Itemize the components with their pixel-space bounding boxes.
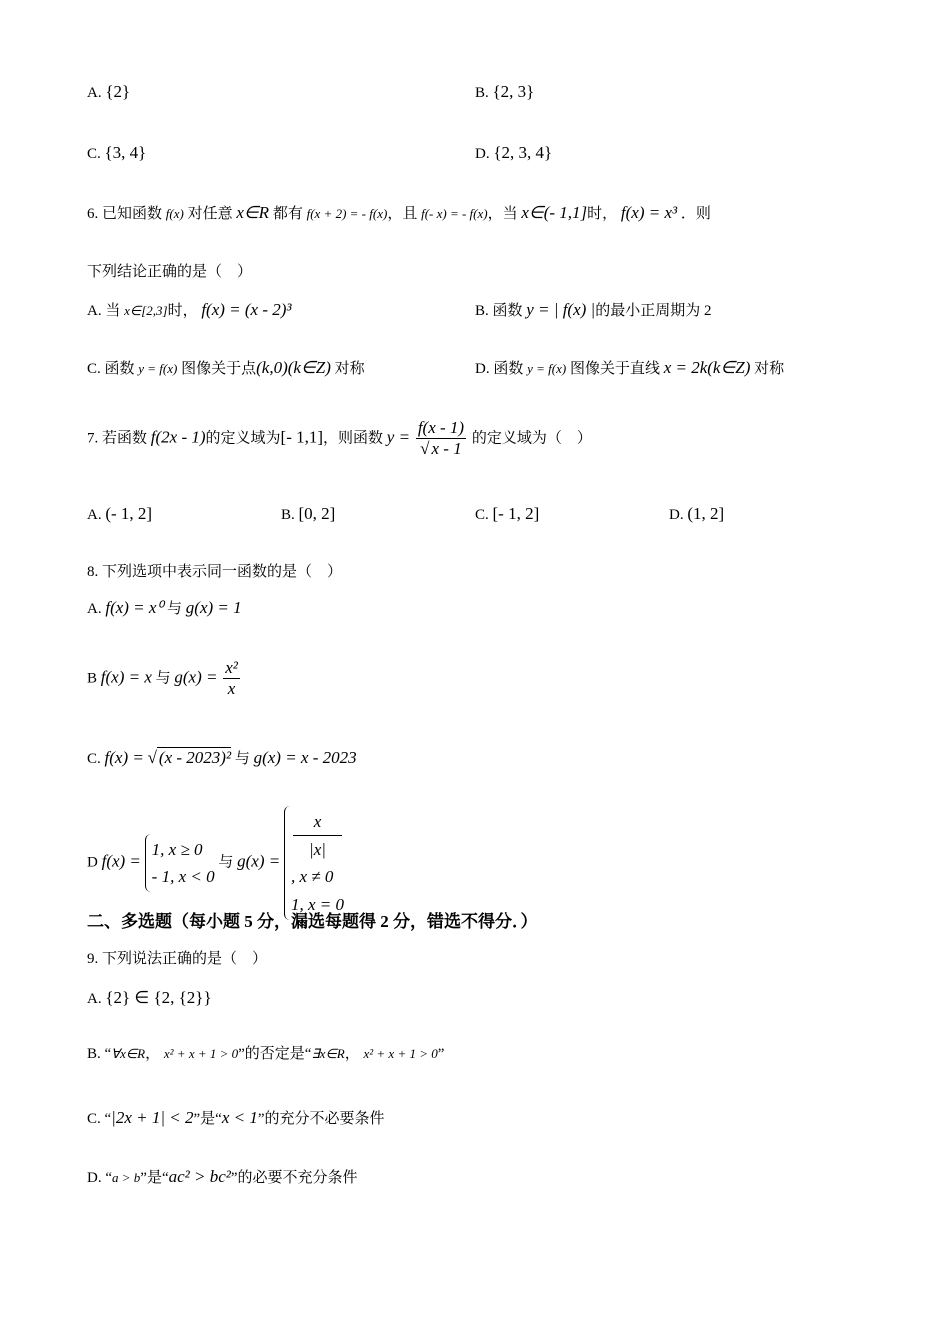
section-multi-choice-heading: 二、多选题（每小题 5 分，漏选每题得 2 分，错选不得分．） [87, 912, 538, 931]
q5-option-c-expr: {3, 4} [104, 143, 147, 162]
q8-b-fraction: $\frac{\text{x²}}{x}$ [225, 658, 238, 699]
q8-option-a[interactable]: A. f(x) = x⁰ 与 g(x) = 1 [87, 598, 242, 617]
q6-option-c[interactable]: C. 函数 y = f(x) 图像关于点(k,0)(k∈Z) 对称 [87, 358, 365, 377]
q5-option-d[interactable]: D. {2, 3, 4} [475, 143, 553, 162]
q7-option-d[interactable]: D. (1, 2] [669, 504, 725, 523]
q8-option-d[interactable]: D f(x) = 1, x ≥ 0 - 1, x < 0 与 g(x) = x |x| , x ≠ 0 1, x = 0 [87, 806, 344, 920]
q6-option-a[interactable]: A. 当 x∈[2,3]时， f(x) = (x - 2)³ [87, 300, 292, 319]
q9-option-a[interactable]: A. {2} ∈ {2, {2}} [87, 988, 212, 1007]
q5-option-c[interactable]: C. {3, 4} [87, 143, 147, 162]
q6-option-b[interactable]: B. 函数 y = | f(x) |的最小正周期为 2 [475, 300, 712, 319]
q5-option-b-expr: {2, 3} [492, 82, 535, 101]
q5-option-d-expr: {2, 3, 4} [493, 143, 553, 162]
q8-option-c[interactable]: C. f(x) = √ (x - 2023)² 与 g(x) = x - 2023 [87, 748, 357, 767]
q9-option-b[interactable]: B. “∀x∈R， x² + x + 1 > 0”的否定是“∃x∈R， x² + x + 1 > 0” [87, 1046, 445, 1062]
q7-stem: 7. 若函数 f(2x - 1)的定义域为[- 1,1]，则函数 y = $\frac{f(x - 1)}{√ x - 1}$ 的定义域为（ ） [87, 418, 592, 459]
q7-option-a[interactable]: A. (- 1, 2] [87, 504, 153, 523]
q7-option-c[interactable]: C. [- 1, 2] [475, 504, 540, 523]
q8-option-b[interactable]: B f(x) = x 与 g(x) = $\frac{\text{x²}}{x}$ [87, 658, 238, 699]
q6-stem-line2: 下列结论正确的是（ ） [87, 264, 253, 280]
q5-option-b[interactable]: B. {2, 3} [475, 82, 535, 101]
q6-stem: 6. 已知函数 f(x) 对任意 x∈R 都有 f(x + 2) = - f(x)，且 f(- x) = - f(x)，当 x∈(- 1,1]时， f(x) = x³ ．则 [87, 203, 711, 222]
q9-option-c[interactable]: C. “|2x + 1| < 2”是“x < 1”的充分不必要条件 [87, 1108, 385, 1127]
q5-option-a-expr: {2} [105, 82, 131, 101]
q5-option-a[interactable]: A. {2} [87, 82, 131, 101]
q8-stem: 8. 下列选项中表示同一函数的是（ ） [87, 564, 343, 580]
q9-option-d[interactable]: D. “a > b”是“ac² > bc²”的必要不充分条件 [87, 1167, 358, 1186]
q7-option-b[interactable]: B. [0, 2] [281, 504, 336, 523]
q9-stem: 9. 下列说法正确的是（ ） [87, 951, 268, 967]
q6-option-d[interactable]: D. 函数 y = f(x) 图像关于直线 x = 2k(k∈Z) 对称 [475, 358, 785, 377]
q8-d-f-cases: 1, x ≥ 0 - 1, x < 0 [145, 834, 215, 892]
q7-fraction: $\frac{f(x - 1)}{√ x - 1}$ [417, 418, 465, 459]
q8-d-g-cases: x |x| , x ≠ 0 1, x = 0 [284, 806, 344, 920]
